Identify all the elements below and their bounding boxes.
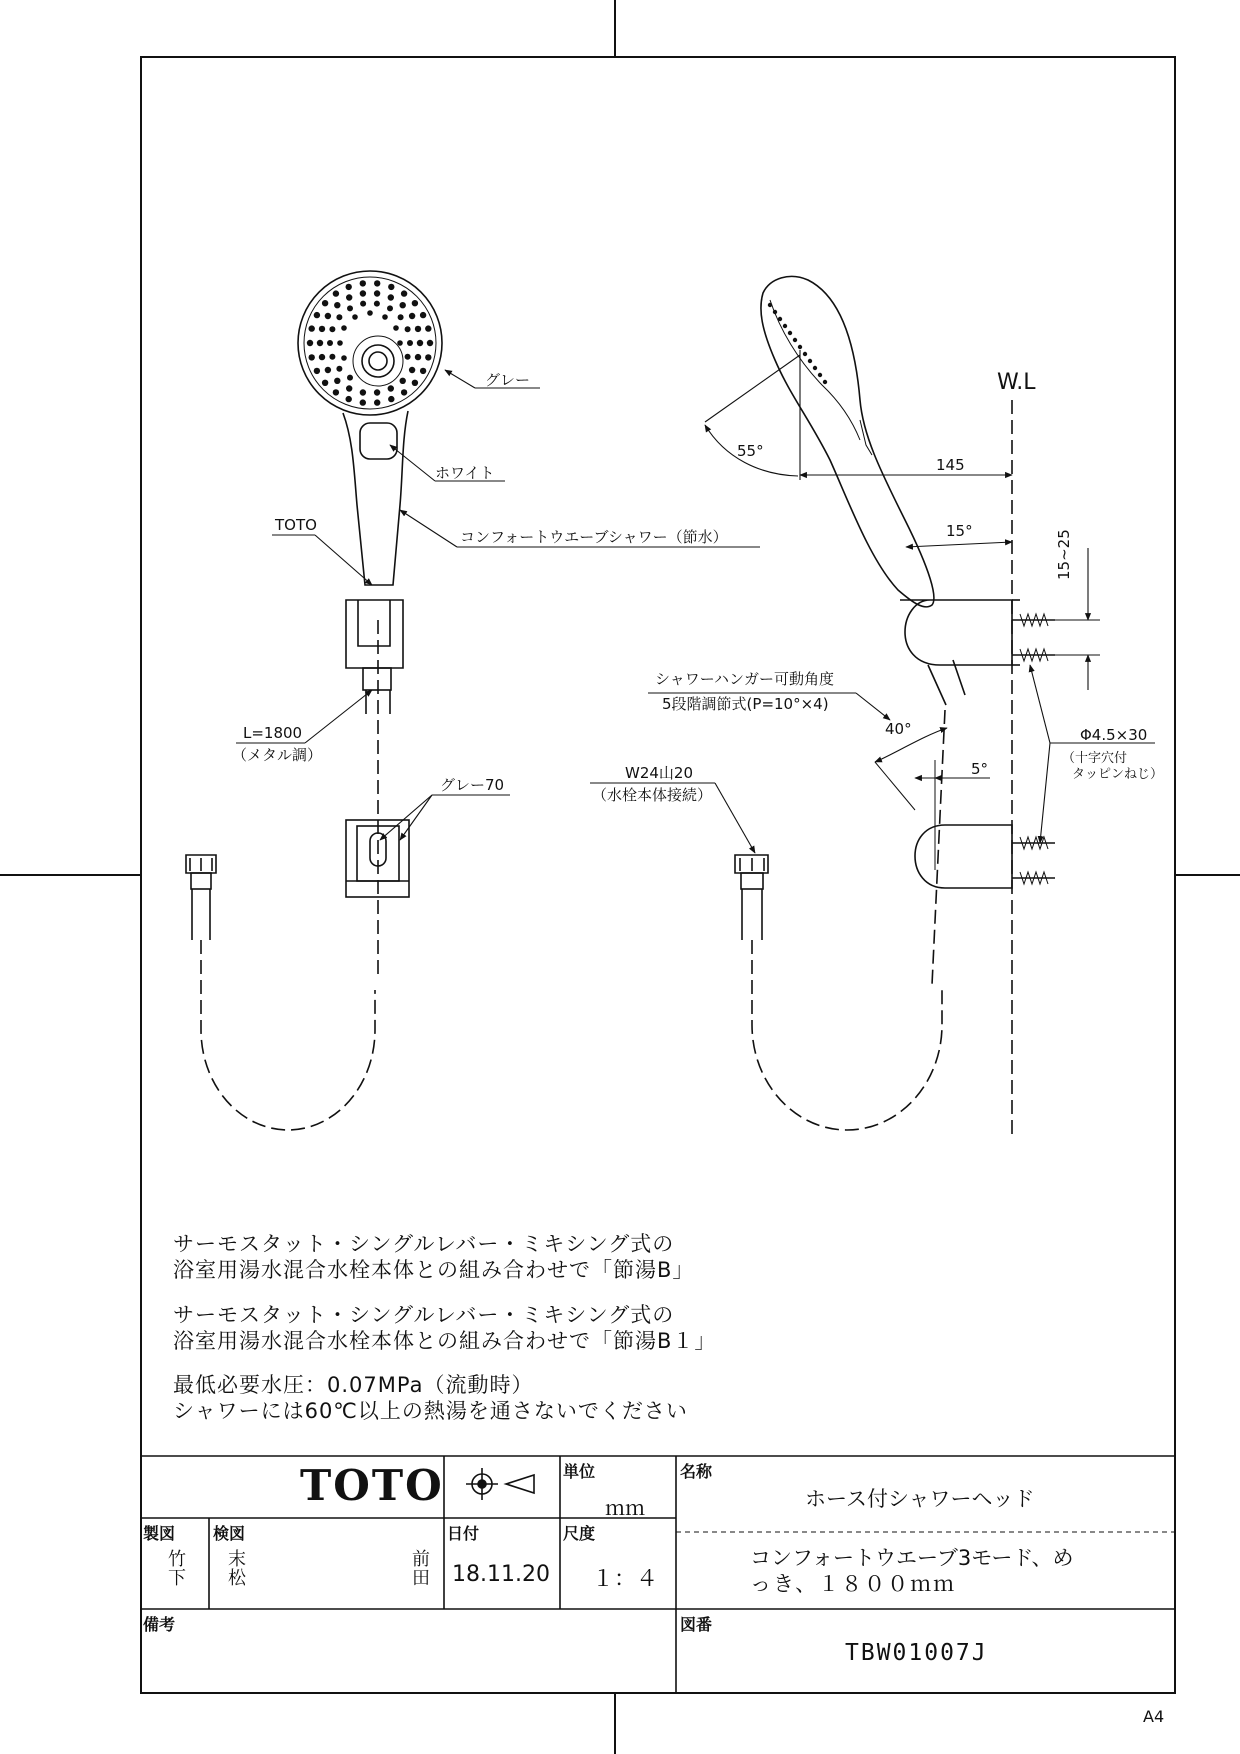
nozzle-dot (360, 290, 366, 296)
nozzle-dot (420, 368, 426, 374)
nozzle-dot (325, 367, 331, 373)
nozzle-dot (415, 354, 421, 360)
date-value: 18.11.20 (452, 1562, 550, 1587)
nozzle-dot (374, 301, 380, 307)
nozzle-dot (367, 310, 373, 316)
label-wl: W.L (997, 370, 1036, 395)
nozzle-dot (387, 305, 393, 311)
nozzle-dot (346, 396, 352, 402)
name-label: 名称 (680, 1462, 713, 1481)
unit-label: 単位 (563, 1462, 596, 1481)
nozzle-dot (409, 313, 415, 319)
scale-value: １：４ (592, 1567, 659, 1592)
nozzle-dot (317, 340, 323, 346)
nozzle-dot (309, 325, 315, 331)
nozzle-dot (327, 340, 333, 346)
nozzle-dot (341, 325, 347, 331)
nozzle-dot (388, 385, 394, 391)
projection-symbol (466, 1468, 534, 1500)
nozzle-dot (314, 312, 320, 318)
remarks-label: 備考 (143, 1615, 176, 1634)
note-line-5: 最低必要水圧：0.07MPa（流動時） (173, 1373, 534, 1397)
description-line-1: コンフォートウエーブ3モード、め (750, 1546, 1074, 1570)
nozzle-dot (374, 389, 380, 395)
label-toto-mark: TOTO (275, 516, 317, 534)
side-nozzle-dot (783, 324, 787, 328)
nozzle-dot (319, 326, 325, 332)
nozzle-dot (360, 301, 366, 307)
nozzle-dot (329, 354, 335, 360)
nozzle-dot (333, 290, 339, 296)
drawing-no-value: TBW01007J (845, 1640, 988, 1666)
nozzle-dot (409, 367, 415, 373)
nozzle-dot (397, 340, 403, 346)
drawn-label: 製図 (143, 1524, 176, 1543)
label-angle55: 55° (737, 442, 764, 460)
nozzle-dot (334, 302, 340, 308)
nozzle-dot (400, 378, 406, 384)
nozzle-dots (307, 280, 827, 406)
nozzle-dot (309, 354, 315, 360)
nozzle-dot (325, 313, 331, 319)
nozzle-dot (393, 325, 399, 331)
nozzle-dot (360, 399, 366, 405)
nozzle-dot (334, 378, 340, 384)
side-nozzle-dot (798, 345, 802, 349)
label-angle5: 5° (971, 760, 989, 778)
label-gray: グレー (485, 371, 531, 389)
nozzle-dot (382, 314, 388, 320)
nozzle-dot (346, 294, 352, 300)
nozzle-dot (374, 399, 380, 405)
sheet-size: A4 (1143, 1707, 1165, 1726)
note-line-2: 浴室用湯水混合水栓本体との組み合わせで「節湯B」 (173, 1258, 695, 1282)
label-product-callout: コンフォートウエーブシャワー（節水） (460, 528, 728, 546)
label-gray70: グレー70 (440, 776, 505, 794)
nozzle-dot (347, 305, 353, 311)
nozzle-dot (347, 375, 353, 381)
nozzle-dot (346, 385, 352, 391)
dimensions (236, 350, 1155, 853)
nozzle-dot (319, 354, 325, 360)
side-nozzle-dot (788, 331, 792, 335)
nozzle-dot (412, 380, 418, 386)
drawn-value: 竹下 (168, 1549, 186, 1589)
label-angle15: 15° (946, 522, 973, 540)
nozzle-dot (401, 389, 407, 395)
nozzle-dot (412, 300, 418, 306)
label-hanger-line2: 5段階調節式(P=10°×4) (662, 695, 829, 713)
label-hose-finish: （メタル調） (232, 746, 323, 764)
nozzle-dot (346, 284, 352, 290)
side-nozzle-dot (818, 373, 822, 377)
note-line-6: シャワーには60℃以上の熱湯を通さないでください (173, 1399, 688, 1423)
nozzle-dot (341, 355, 347, 361)
nozzle-dot (374, 280, 380, 286)
nozzle-dot (307, 340, 313, 346)
toto-logo: TOTO (300, 1461, 444, 1510)
unit-value: ｍｍ (605, 1496, 645, 1520)
side-nozzle-dot (813, 366, 817, 370)
side-nozzle-dot (803, 352, 807, 356)
nozzle-dot (401, 290, 407, 296)
front-view (186, 271, 442, 1130)
nozzle-dot (415, 326, 421, 332)
side-nozzle-dot (793, 338, 797, 342)
nozzle-dot (360, 280, 366, 286)
nozzle-dot (333, 389, 339, 395)
nozzle-dot (420, 312, 426, 318)
side-nozzle-dot (823, 380, 827, 384)
nozzle-dot (427, 340, 433, 346)
label-hose-length: L=1800 (243, 724, 303, 742)
label-screw-size: Φ4.5×30 (1080, 726, 1148, 744)
note-line-3: サーモスタット・シングルレバー・ミキシング式の (173, 1303, 675, 1327)
note-line-1: サーモスタット・シングルレバー・ミキシング式の (173, 1232, 675, 1256)
checked-value-1: 末松 (228, 1549, 246, 1589)
nozzle-dot (336, 314, 342, 320)
nozzle-dot (374, 290, 380, 296)
nozzle-dot (425, 354, 431, 360)
nozzle-dot (352, 314, 358, 320)
nozzle-dot (322, 300, 328, 306)
label-screw-desc1: （十字穴付 (1062, 751, 1128, 766)
label-hanger-line1: シャワーハンガー可動角度 (655, 670, 834, 688)
label-thread-desc: （水栓本体接続） (592, 786, 713, 804)
note-line-4: 浴室用湯水混合水栓本体との組み合わせで「節湯B１」 (173, 1329, 717, 1353)
name-value: ホース付シャワーヘッド (805, 1487, 1035, 1511)
nozzle-dot (398, 314, 404, 320)
label-thread: W24山20 (625, 764, 694, 782)
nozzle-dot (407, 340, 413, 346)
nozzle-dot (322, 380, 328, 386)
scale-label: 尺度 (563, 1524, 596, 1543)
drawing-no-label: 図番 (680, 1615, 713, 1634)
checked-label: 検図 (213, 1524, 246, 1543)
nozzle-dot (425, 325, 431, 331)
nozzle-dot (337, 340, 343, 346)
nozzle-dot (360, 389, 366, 395)
side-nozzle-dot (808, 359, 812, 363)
nozzle-dot (405, 326, 411, 332)
nozzle-dot (388, 396, 394, 402)
checked-value-2: 前田 (412, 1549, 430, 1589)
nozzle-dot (388, 294, 394, 300)
nozzle-dot (400, 302, 406, 308)
label-screw-desc2: タッピンねじ） (1072, 767, 1164, 782)
label-dim15-25: 15~25 (1055, 529, 1073, 580)
label-dim145: 145 (936, 456, 965, 474)
nozzle-dot (314, 368, 320, 374)
label-angle40: 40° (885, 720, 912, 738)
date-label: 日付 (447, 1524, 480, 1543)
nozzle-dot (329, 326, 335, 332)
description-line-2: っき、１８００ｍｍ (750, 1572, 957, 1596)
nozzle-dot (417, 340, 423, 346)
label-white: ホワイト (435, 464, 495, 482)
nozzle-dot (405, 354, 411, 360)
nozzle-dot (336, 366, 342, 372)
nozzle-dot (388, 284, 394, 290)
